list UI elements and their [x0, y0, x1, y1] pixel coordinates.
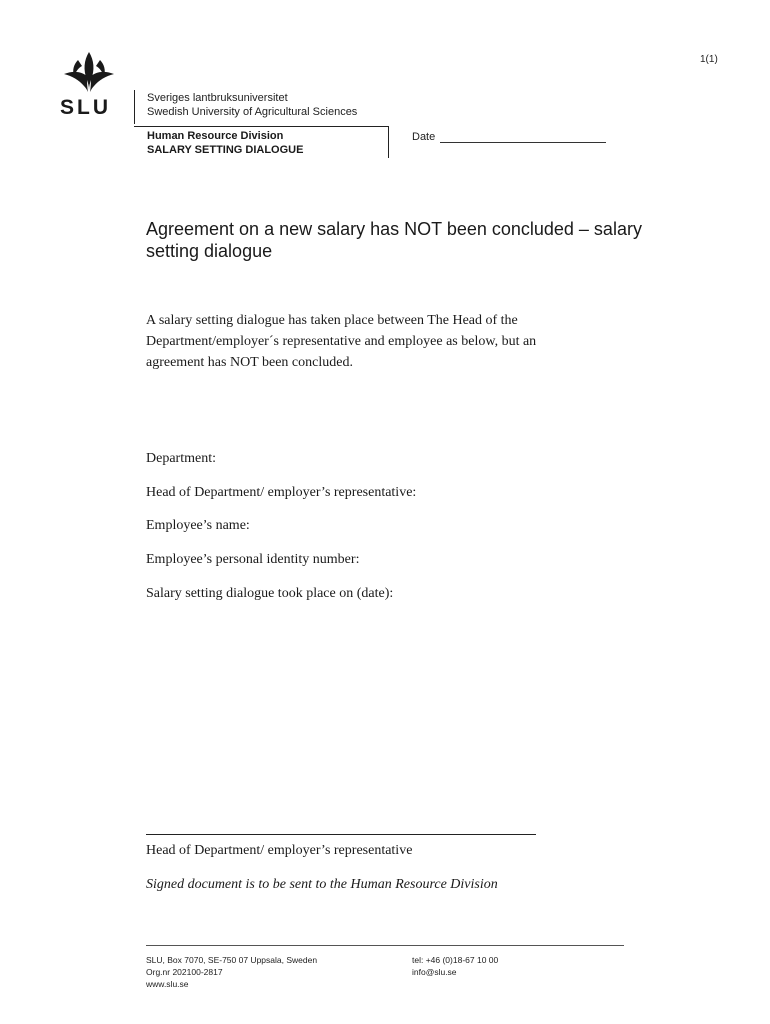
dialogue-date-field-label: Salary setting dialogue took place on (date):: [146, 586, 394, 601]
document-type: SALARY SETTING DIALOGUE: [147, 144, 304, 156]
header-divider-vertical: [134, 90, 135, 124]
personal-id-field-label: Employee’s personal identity number:: [146, 552, 360, 567]
logo-text: SLU: [60, 96, 111, 119]
header-divider-horizontal: [134, 126, 388, 127]
intro-paragraph: A salary setting dialogue has taken place between The Head of the Department/employer´s representative and employee as below, but an agreement has NOT been concluded.: [146, 313, 537, 370]
head-of-department-field-label: Head of Department/ employer’s representative:: [146, 485, 417, 500]
header-divider-vertical-2: [388, 126, 389, 158]
page-number: 1(1): [700, 54, 718, 65]
footer-address: SLU, Box 7070, SE-750 07 Uppsala, Sweden: [146, 955, 318, 965]
submission-note: Signed document is to be sent to the Human Resource Division: [146, 877, 498, 892]
footer-telephone: tel: +46 (0)18-67 10 00: [412, 955, 499, 965]
footer-org-nr: Org.nr 202100-2817: [146, 967, 223, 977]
org-name-swedish: Sveriges lantbruksuniversitet: [147, 92, 288, 104]
division-name: Human Resource Division: [147, 130, 284, 142]
footer-website[interactable]: www.slu.se: [146, 979, 189, 989]
department-field-label: Department:: [146, 451, 216, 466]
page-title: Agreement on a new salary has NOT been concluded – salary setting dialogue: [146, 219, 642, 261]
employee-name-field-label: Employee’s name:: [146, 518, 250, 533]
org-name-english: Swedish University of Agricultural Sciences: [147, 106, 358, 118]
signature-label: Head of Department/ employer’s representative: [146, 843, 413, 858]
signature-line[interactable]: [146, 834, 536, 835]
date-field-line[interactable]: [440, 142, 606, 143]
date-label: Date: [412, 131, 436, 143]
footer-divider: [146, 945, 624, 946]
footer-email[interactable]: info@slu.se: [412, 967, 457, 977]
